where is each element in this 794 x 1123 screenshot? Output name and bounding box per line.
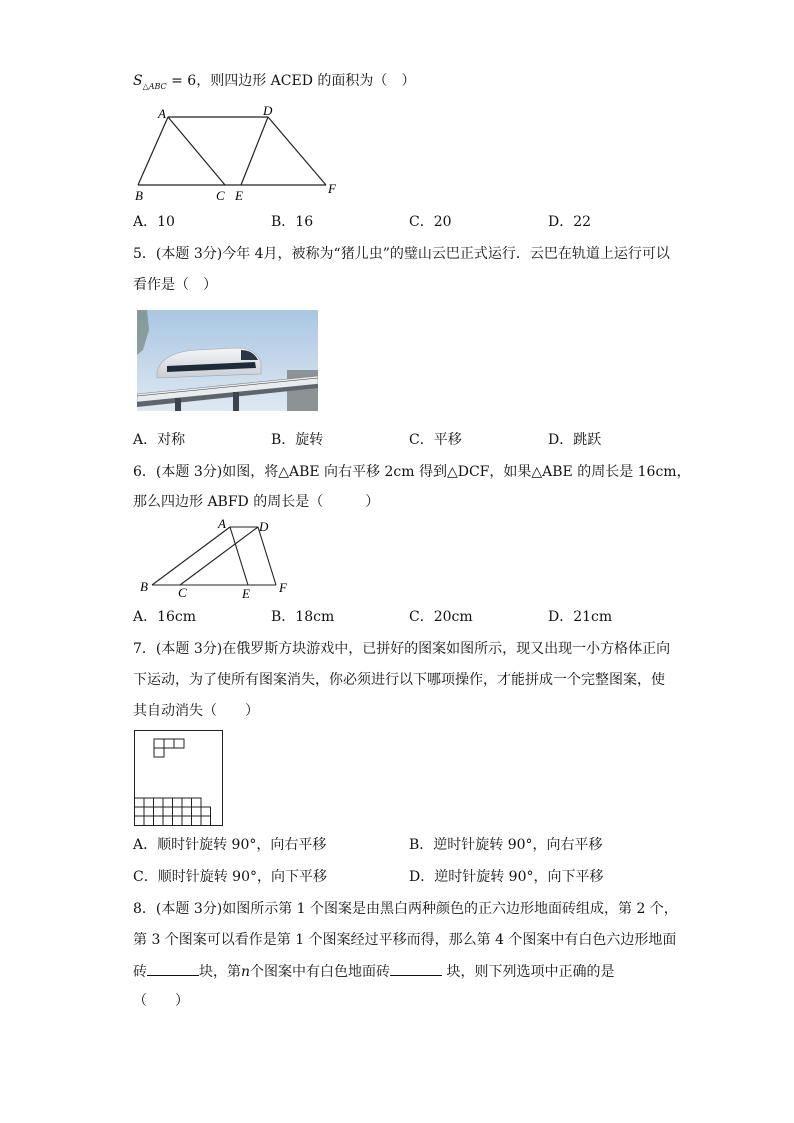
answer-blank-2 (390, 961, 442, 976)
label-C: C (216, 188, 225, 203)
q8-line-4: （ ） (133, 993, 189, 1009)
q5-option-c: C．平移 (409, 432, 462, 448)
q8-line-1: 8．(本题 3分)如图所示第 1 个图案是由黑白两种颜色的正六边形地面砖组成，第 2 个， (133, 901, 678, 917)
q7-line-1: 7．(本题 3分)在俄罗斯方块游戏中，已拼好的图案如图所示，现又出现一小方格体正向 (133, 641, 671, 657)
label-B: B (140, 579, 148, 594)
answer-blank-1 (147, 961, 199, 976)
q6-option-c: C．20cm (409, 609, 473, 625)
q8-text-d: 块，则下列选项中正确的是 (442, 964, 615, 980)
area-symbol: S (133, 73, 143, 89)
q4-option-a: A．10 (133, 214, 175, 230)
label-F: F (279, 580, 287, 595)
q4-option-d: D．22 (548, 214, 592, 230)
label-E: E (235, 188, 243, 203)
label-D: D (263, 103, 273, 118)
area-subscript: △ABC (142, 81, 167, 91)
tetris-figure (133, 729, 225, 829)
label-E: E (242, 586, 250, 601)
label-A: A (158, 106, 166, 121)
q5-option-b: B．旋转 (271, 432, 324, 448)
q7-line-2: 下运动，为了使所有图案消失，你必须进行以下哪项操作，才能拼成一个完整图案，使 (133, 672, 665, 688)
q5-option-d: D．跳跃 (548, 432, 602, 448)
q8-line-3 (133, 961, 614, 982)
label-B: B (135, 188, 143, 203)
q6-figure (138, 517, 298, 601)
q7-line-3: 其自动消失（ ） (133, 703, 259, 719)
q7-option-a: A．顺时针旋转 90°，向右平移 (133, 837, 327, 853)
q6-line-2: 那么四边形 ABFD 的周长是（ ） (133, 494, 380, 510)
q4-figure (128, 100, 348, 208)
q5-option-a: A．对称 (133, 432, 186, 448)
area-value: = 6 (166, 73, 197, 89)
q8-text-a: 砖 (133, 964, 147, 980)
q4-question: ，则四边形 ACED 的面积为（ ） (196, 73, 416, 89)
label-D: D (259, 519, 269, 534)
q5-line-2: 看作是（ ） (133, 277, 217, 293)
q4-intro (133, 71, 415, 97)
q4-option-c: C．20 (409, 214, 452, 230)
q8-line-2: 第 3 个图案可以看作是第 1 个图案经过平移而得，那么第 4 个图案中有白色六边形地面 (133, 932, 677, 948)
label-A: A (218, 517, 226, 531)
q7-option-d: D．逆时针旋转 90°，向下平移 (409, 869, 604, 885)
q8-text-c: 个图案中有白色地面砖 (250, 964, 391, 980)
q5-line-1: 5．(本题 3分)今年 4月，被称为“猪儿虫”的璧山云巴正式运行．云巴在轨道上运行可以 (133, 246, 670, 262)
q8-text-b: 块，第 (199, 964, 241, 980)
q6-option-b: B．18cm (271, 609, 335, 625)
variable-n: n (241, 964, 251, 980)
q6-option-a: A．16cm (133, 609, 197, 625)
q4-option-b: B．16 (271, 214, 314, 230)
q7-option-c: C．顺时针旋转 90°，向下平移 (133, 869, 327, 885)
label-C: C (178, 585, 187, 600)
q6-option-d: D．21cm (548, 609, 613, 625)
q7-option-b: B．逆时针旋转 90°，向右平移 (409, 837, 603, 853)
monorail-photo (137, 310, 318, 411)
q6-line-1: 6．(本题 3分)如图，将△ABE 向右平移 2cm 得到△DCF，如果△ABE 的周长是 16cm， (133, 464, 691, 480)
label-F: F (328, 181, 336, 196)
